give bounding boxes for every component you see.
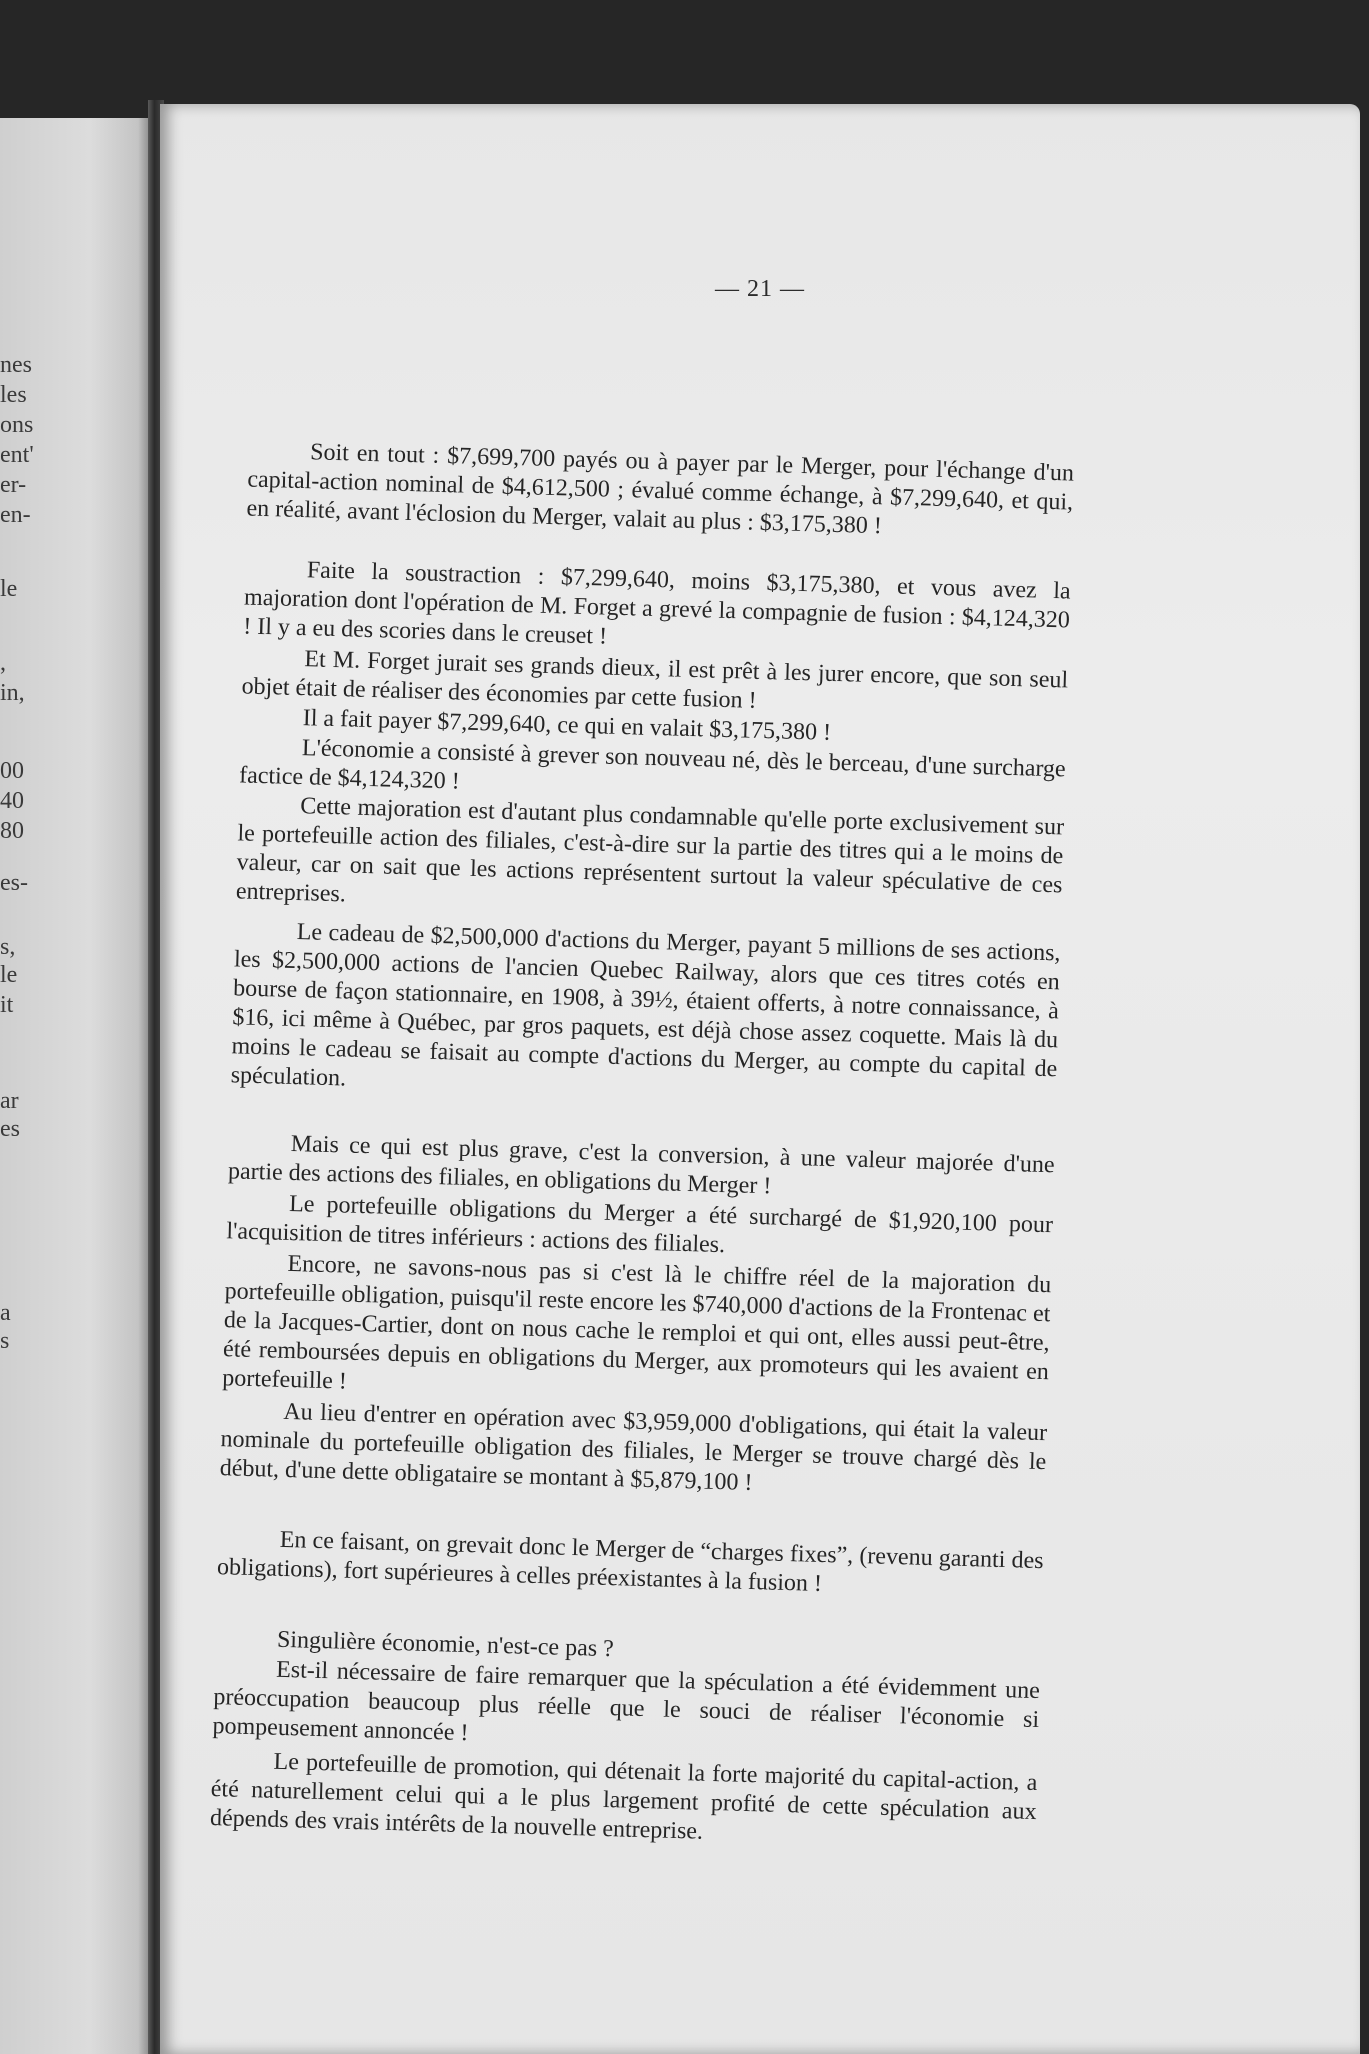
left-page-text-fragment: s, xyxy=(0,934,16,960)
left-page-text-fragment: 00 xyxy=(0,758,24,784)
paragraph: Mais ce qui est plus grave, c'est la conversion, à une valeur majorée d'une partie des actions des filiales, en obligations du Merger ! xyxy=(227,1130,1055,1200)
left-page-text-fragment: nes xyxy=(0,352,32,378)
left-page-text-fragment: , xyxy=(0,650,6,676)
paragraph: Faite la soustraction : $7,299,640, moins $3,175,380, et vous avez la majoration dont l'opération de M. Forget a grevé la compagnie de fusion : $4,124,320 ! Il y a eu des scories dans le creuset ! xyxy=(242,557,1071,650)
left-page-text-fragment: 40 xyxy=(0,788,24,814)
left-page-text-fragment: ar xyxy=(0,1088,19,1114)
left-page-text-fragment: 80 xyxy=(0,818,24,844)
left-page-text-fragment: a xyxy=(0,1300,11,1326)
paragraph: Le portefeuille obligations du Merger a été surchargé de $1,920,100 pour l'acquisition de titres inférieurs : actions des filiales. xyxy=(226,1190,1054,1259)
left-page-text-fragment: es- xyxy=(0,870,28,896)
left-page-text-fragment: er- xyxy=(0,472,27,498)
left-page-text-fragment: in, xyxy=(0,680,25,706)
left-page-text-fragment: es xyxy=(0,1116,20,1142)
page-body-text xyxy=(115,314,1359,1947)
page-number: — 21 — xyxy=(715,276,805,302)
paragraph: Il a fait payer $7,299,640, ce qui en valait $3,175,380 ! xyxy=(302,705,832,746)
paragraph: Le cadeau de $2,500,000 d'actions du Merger, payant 5 millions de ses actions, les $2,500,000 actions de l'ancien Quebec Railway, alors que ces titres cotés en bourse de façon stationnaire, en 1908, à 39½, étaient offerts, à notre connaissance, à $16, ici même à Québec, par gros paquets, est déjà chose assez coquette. Mais là du moins le cadeau se faisait au compte d'actions du Merger, au compte du capital de spéculation. xyxy=(230,919,1061,1092)
paragraph: Cette majoration est d'autant plus condamnable qu'elle porte exclusivement sur le portefeuille action des filiales, c'est-à-dire sur la partie des titres qui a le moins de valeur, car on sait que les actions représentent surtout la valeur spéculative de ces entreprises. xyxy=(235,793,1065,908)
left-page-text-fragment: en- xyxy=(0,502,31,528)
paragraph: L'économie a consisté à grever son nouveau né, dès le berceau, d'une surcharge factice de $4,124,320 ! xyxy=(238,735,1066,795)
left-page-text-fragment: les xyxy=(0,382,27,408)
paragraph: Encore, ne savons-nous pas si c'est là le chiffre réel de la majoration du portefeuille obligation, puisqu'il reste encore les $740,000 d'actions de la Frontenac et de la Jacques-Cartier, dont on nous cache le remploi et qui ont, elles aussi peut-être, été remboursées depuis en obligations du Merger, aux promoteurs qui les avaient en portefeuille ! xyxy=(221,1250,1052,1395)
book-page xyxy=(160,104,1360,2054)
left-page-text-fragment: ons xyxy=(0,412,34,438)
paragraph: Est-il nécessaire de faire remarquer que la spéculation a été évidemment une préoccupation beaucoup plus réelle que le souci de réaliser l'économie si pompeusement annoncée ! xyxy=(212,1656,1041,1747)
paragraph: Et M. Forget jurait ses grands dieux, il est prêt à les jurer encore, que son seul objet était de réaliser des économies par cette fusion ! xyxy=(241,646,1069,714)
paragraph: Singulière économie, n'est-ce pas ? xyxy=(276,1626,615,1663)
paragraph: Soit en tout : $7,699,700 payés ou à payer par le Merger, pour l'échange d'un capital-action nominal de $4,612,500 ; évalué comme échange, à $7,299,640, et qui, en réalité, avant l'éclosion du Merger, valait au plus : $3,175,380 ! xyxy=(246,439,1075,540)
paragraph: Au lieu d'entrer en opération avec $3,959,000 d'obligations, qui était la valeur nominale du portefeuille obligation des filiales, le Merger se trouve chargé dès le début, d'une dette obligataire se montant à $5,879,100 ! xyxy=(219,1398,1048,1496)
left-page-text-fragment: it xyxy=(0,992,14,1018)
paragraph: En ce faisant, on grevait donc le Merger de “charges fixes”, (revenu garanti des obligations), fort supérieures à celles préexistantes à la fusion ! xyxy=(216,1526,1044,1597)
left-page-text-fragment: ent' xyxy=(0,442,34,468)
left-page-text-fragment: le xyxy=(0,576,18,602)
left-page-text-fragment: le xyxy=(0,962,18,988)
paragraph: Le portefeuille de promotion, qui détenait la forte majorité du capital-action, a été naturellement celui qui a le plus largement profité de cette spéculation aux dépends des vrais intérêts de la nouvelle entreprise. xyxy=(209,1748,1038,1845)
left-page-text-fragment: s xyxy=(0,1328,10,1354)
